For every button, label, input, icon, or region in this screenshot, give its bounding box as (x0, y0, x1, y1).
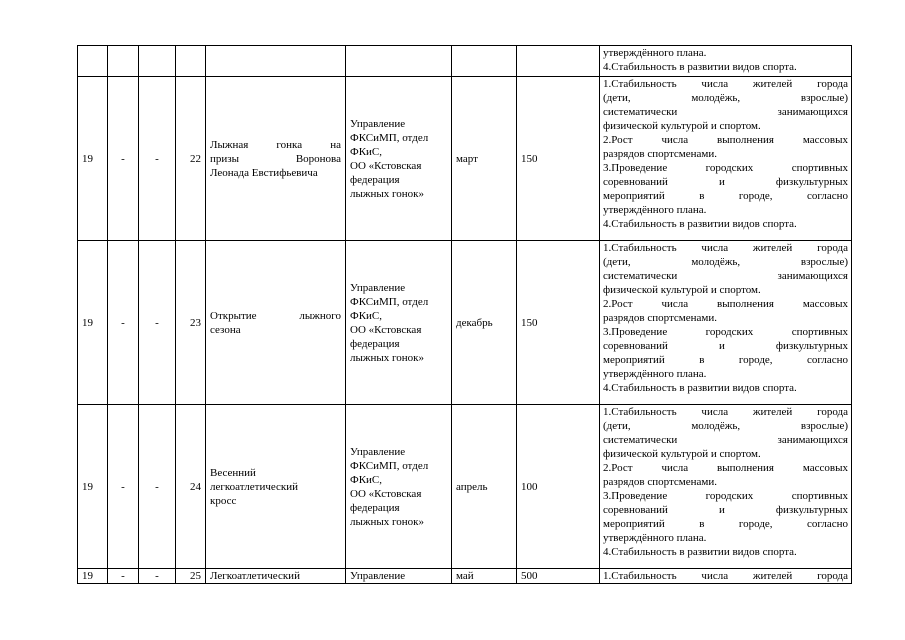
cell-empty (346, 46, 452, 77)
results-cell (600, 46, 852, 77)
cell-empty (176, 46, 206, 77)
participants-count: 150 (517, 77, 600, 241)
cell-empty (452, 46, 517, 77)
event-number: 22 (176, 77, 206, 241)
event-name-line: легкоатлетический (210, 480, 299, 493)
organizer-line: Управление (350, 445, 406, 458)
table-row (78, 77, 852, 241)
results-cell (600, 405, 852, 569)
cell-col3: - (139, 569, 176, 584)
event-month: апрель (452, 405, 517, 569)
organizer-line: федерация (350, 337, 400, 350)
cell-col2: - (108, 241, 139, 405)
results-line: физической культурой и спортом. (603, 120, 761, 132)
results-line: 1.Стабильность числа жителей города (603, 78, 848, 90)
results-line: 3.Проведение городских спортивных (603, 490, 848, 502)
results-line: утверждённого плана. (603, 368, 707, 380)
cell-col1: 19 (78, 405, 108, 569)
table-row (78, 405, 852, 569)
cell-col1: 19 (78, 569, 108, 584)
event-name (206, 241, 346, 405)
events-table (77, 45, 852, 584)
results-line: мероприятий в городе, согласно (603, 190, 848, 202)
organizer-cell (346, 241, 452, 405)
results-line: разрядов спортсменами. (603, 476, 717, 488)
results-line: 1.Стабильность числа жителей города (603, 406, 848, 418)
event-month: декабрь (452, 241, 517, 405)
event-month: март (452, 77, 517, 241)
participants-count: 100 (517, 405, 600, 569)
results-line: 2.Рост числа выполнения массовых (603, 462, 848, 474)
organizer-cell: Управление (346, 569, 452, 584)
organizer-line: Управление (350, 117, 406, 130)
organizer-line: ОО «Кстовская (350, 487, 422, 500)
event-number: 23 (176, 241, 206, 405)
organizer-line: федерация (350, 173, 400, 186)
results-cell (600, 241, 852, 405)
organizer-line: ФКиС, (350, 145, 383, 158)
table-row (78, 241, 852, 405)
results-line: 4.Стабильность в развитии видов спорта. (603, 382, 797, 394)
organizer-line: ФКСиМП, отдел (350, 131, 429, 144)
event-name-line: кросс (210, 494, 237, 507)
results-line: мероприятий в городе, согласно (603, 354, 848, 366)
event-name (206, 77, 346, 241)
cell-empty (206, 46, 346, 77)
event-month: май (452, 569, 517, 584)
results-line: физической культурой и спортом. (603, 284, 761, 296)
cell-col3: - (139, 77, 176, 241)
results-line: соревнований и физкультурных (603, 504, 848, 516)
results-line: 2.Рост числа выполнения массовых (603, 134, 848, 146)
results-line: 1.Стабильность числа жителей города (603, 570, 848, 582)
participants-count: 150 (517, 241, 600, 405)
cell-col1: 19 (78, 77, 108, 241)
results-line: разрядов спортсменами. (603, 148, 717, 160)
results-line: утверждённого плана. (603, 532, 707, 544)
organizer-line: ОО «Кстовская (350, 323, 422, 336)
cell-col2: - (108, 77, 139, 241)
results-line: 1.Стабильность числа жителей города (603, 242, 848, 254)
results-line: 2.Рост числа выполнения массовых (603, 298, 848, 310)
organizer-line: ФКСиМП, отдел (350, 459, 429, 472)
results-line: разрядов спортсменами. (603, 312, 717, 324)
event-name-line: Лыжная гонка на (210, 138, 341, 151)
results-line: физической культурой и спортом. (603, 448, 761, 460)
event-number: 25 (176, 569, 206, 584)
event-name (206, 405, 346, 569)
event-name: Легкоатлетический (206, 569, 346, 584)
cell-empty (139, 46, 176, 77)
organizer-cell (346, 405, 452, 569)
organizer-line: федерация (350, 501, 400, 514)
organizer-line: ФКиС, (350, 309, 383, 322)
event-name-line: сезона (210, 323, 241, 336)
results-cell (600, 569, 852, 584)
results-line: (дети, молодёжь, взрослые) (603, 420, 848, 432)
event-name-line: Леонада Евстифьевича (210, 166, 318, 179)
results-line: систематически занимающихся (603, 434, 848, 446)
results-line: 3.Проведение городских спортивных (603, 162, 848, 174)
cell-col2: - (108, 569, 139, 584)
organizer-line: Управление (350, 281, 406, 294)
cell-col1: 19 (78, 241, 108, 405)
results-cell (600, 77, 852, 241)
results-line: утверждённого плана. (603, 204, 707, 216)
cell-col2: - (108, 405, 139, 569)
organizer-line: ОО «Кстовская (350, 159, 422, 172)
results-line: систематически занимающихся (603, 270, 848, 282)
results-line: 4.Стабильность в развитии видов спорта. (603, 546, 797, 558)
results-line: систематически занимающихся (603, 106, 848, 118)
cell-col3: - (139, 241, 176, 405)
cell-empty (517, 46, 600, 77)
organizer-cell (346, 77, 452, 241)
results-line: соревнований и физкультурных (603, 176, 848, 188)
results-line: мероприятий в городе, согласно (603, 518, 848, 530)
results-line: 3.Проведение городских спортивных (603, 326, 848, 338)
table-row-partial (78, 569, 852, 584)
event-name-line: призы Воронова (210, 152, 341, 165)
organizer-line: лыжных гонок» (350, 187, 424, 200)
results-line: соревнований и физкультурных (603, 340, 848, 352)
results-line: (дети, молодёжь, взрослые) (603, 92, 848, 104)
results-line: 4.Стабильность в развитии видов спорта. (603, 218, 797, 230)
organizer-line: ФКСиМП, отдел (350, 295, 429, 308)
organizer-line: ФКиС, (350, 473, 383, 486)
organizer-line: лыжных гонок» (350, 351, 424, 364)
event-name-line: Весенний (210, 466, 256, 479)
table-row-continuation (78, 46, 852, 77)
cell-empty (108, 46, 139, 77)
results-line: (дети, молодёжь, взрослые) (603, 256, 848, 268)
cell-empty (78, 46, 108, 77)
event-number: 24 (176, 405, 206, 569)
results-line: утверждённого плана. (603, 47, 707, 59)
participants-count: 500 (517, 569, 600, 584)
organizer-line: лыжных гонок» (350, 515, 424, 528)
event-name-line: Открытие лыжного (210, 309, 341, 322)
results-line: 4.Стабильность в развитии видов спорта. (603, 61, 797, 73)
cell-col3: - (139, 405, 176, 569)
